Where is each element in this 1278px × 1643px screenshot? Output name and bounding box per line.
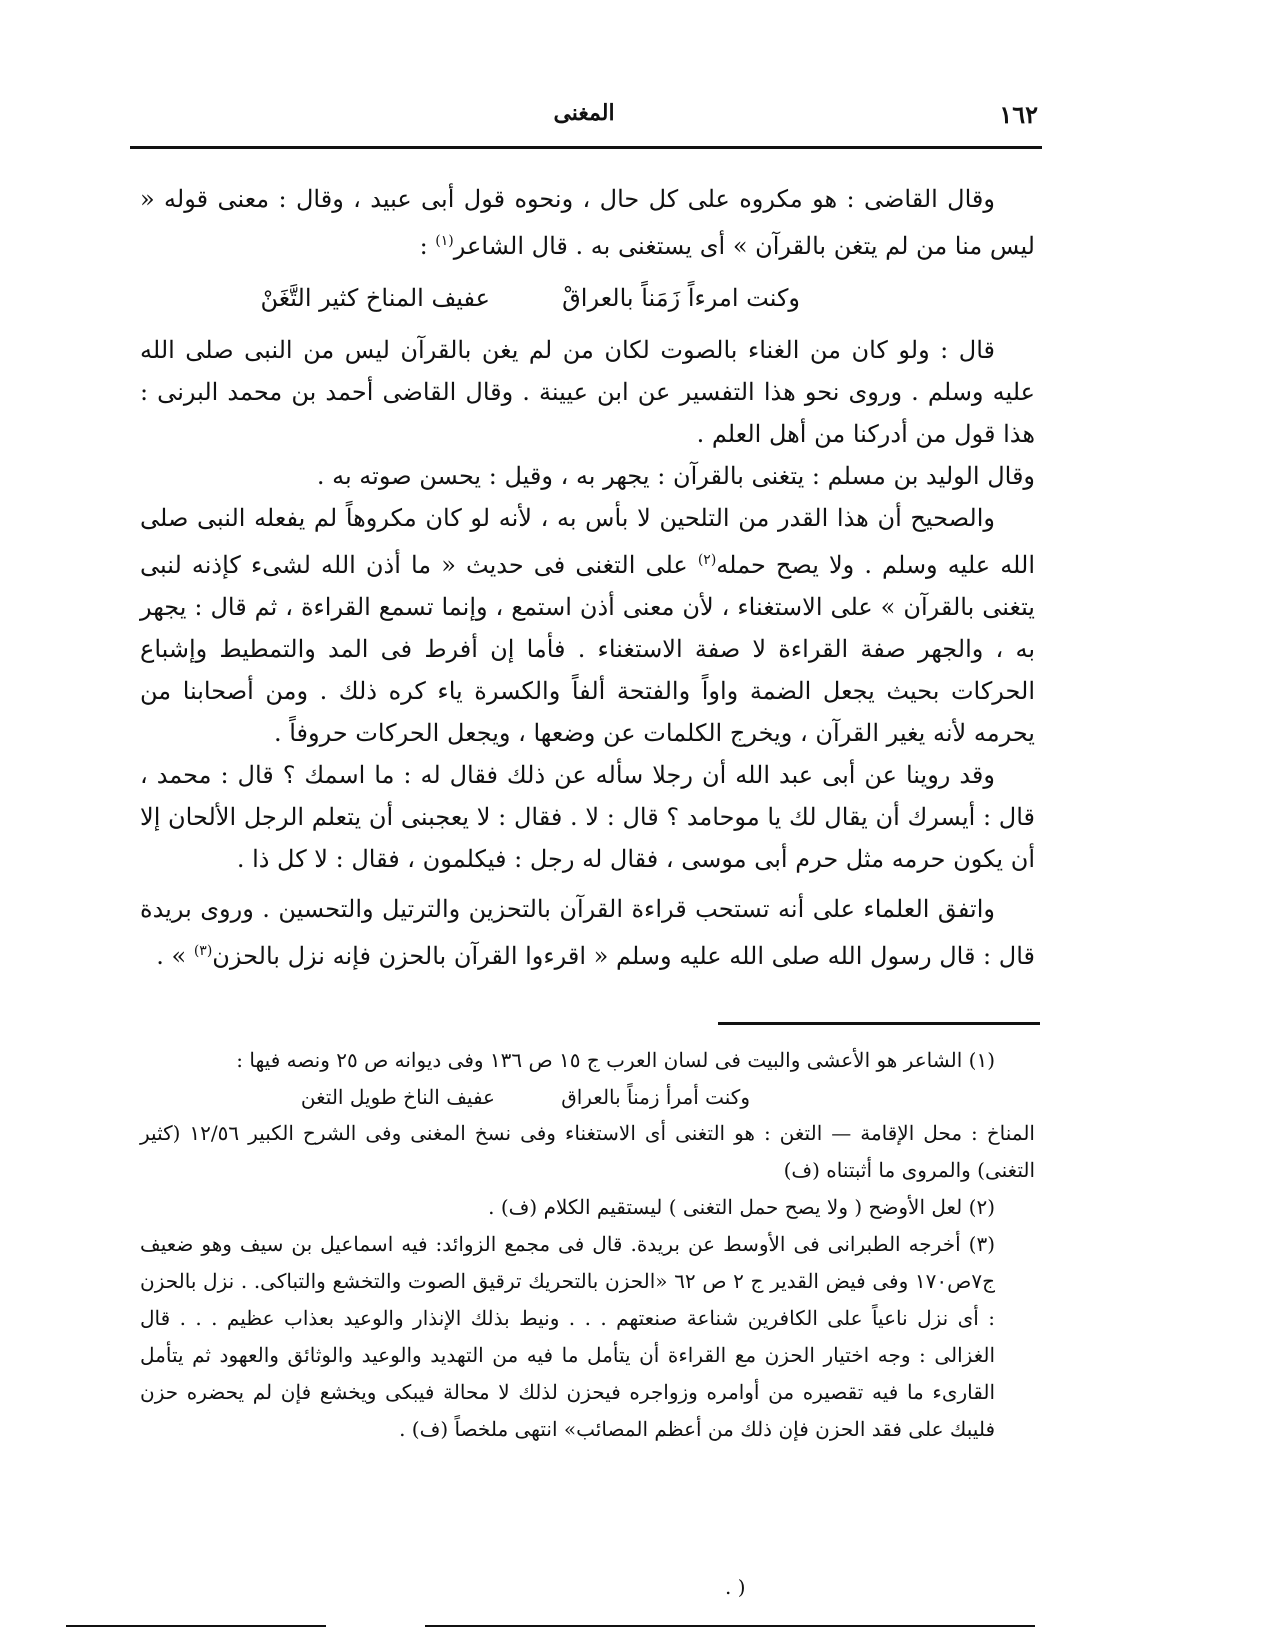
footnote-verse-hemistich-2: عفيف الناخ طويل التغن — [300, 1085, 495, 1109]
poetry-verse — [140, 267, 1035, 329]
page-header — [130, 100, 1038, 140]
paragraph: وقال القاضى : هو مكروه على كل حال ، ونحوه قول أبى عبيد ، وقال : معنى قوله « ليس منا من لم يتغن بالقرآن » أى يستغنى به . قال الشاعر$^{(١)}$ : — [140, 185, 1035, 260]
running-title: المغنى — [553, 100, 615, 126]
main-text — [140, 178, 1035, 977]
paragraph: وقد روينا عن أبى عبد الله أن رجلا سأله عن ذلك فقال له : ما اسمك ؟ قال : محمد ، قال : أيسرك أن يقال لك يا موحامد ؟ قال : لا . فقال : لا يعجبنى أن يتعلم الرجل الألحان إلا أن يكون حرمه مثل حرم أبى موسى ، فقال له رجل : فيكلمون ، فقال : لا كل ذا . — [140, 761, 1035, 873]
header-rule — [130, 146, 1042, 149]
footnote-1-gloss: المناخ : محل الإقامة — التغن : هو التغنى أى الاستغناء وفى نسخ المغنى وفى الشرح الكبير ١٢/٥٦ (كثير التغنى) والمروى ما أثبتناه (ف) — [140, 1121, 1035, 1182]
footnotes — [140, 1042, 1035, 1448]
bottom-rule-left — [66, 1625, 326, 1627]
page-number: ١٦٢ — [999, 100, 1038, 129]
bottom-rule-right — [425, 1625, 1035, 1627]
paragraph: وقال الوليد بن مسلم : يتغنى بالقرآن : يجهر به ، وقيل : يحسن صوته به . — [316, 462, 1035, 490]
footnote-rule — [718, 1022, 1040, 1025]
footnote-2: (٢) لعل الأوضح ( ولا يصح حمل التغنى ) ليستقيم الكلام (ف) . — [488, 1195, 995, 1219]
paragraph: قال : ولو كان من الغناء بالصوت لكان من لم يغن بالقرآن ليس من النبى صلى الله عليه وسلم . وروى نحو هذا التفسير عن ابن عيينة . وقال القاضى أحمد بن محمد البرنى : هذا قول من أدركنا من أهل العلم . — [140, 336, 1035, 448]
signature-mark: ( . — [725, 1575, 746, 1599]
verse-hemistich-2: عفيف المناخ كثير التَّغَنْ — [260, 284, 490, 312]
footnote-ref: (١) — [435, 233, 454, 249]
footnote-3: (٣) أخرجه الطبرانى فى الأوسط عن بريدة. قال فى مجمع الزوائد: فيه اسماعيل بن سيف وهو ضعيف ج٧ص١٧٠ وفى فيض القدير ج ٢ ص ٦٢ «الحزن بالتحريك ترقيق الصوت والتخشع والتباكى. . نزل بالحزن : أى نزل ناعياً على الكافرين شناعة صنعتهم . . . ونيط بذلك الإنذار والوعيد بعذاب عظيم . . . قال الغزالى : وجه اختيار الحزن مع القراءة أن يتأمل ما فيه من التهديد والوعيد والوثائق والعهود ثم يتأمل القارىء ما فيه تقصيره من أوامره وزواجره فيحزن لذلك لا محالة فيبكى ويخشع فإن لم يحضره حزن فليبك على فقد الحزن فإن ذلك من أعظم المصائب» انتهى ملخصاً (ف) . — [140, 1232, 996, 1441]
footnote-verse — [140, 1079, 1035, 1115]
paragraph: والصحيح أن هذا القدر من التلحين لا بأس به ، لأنه لو كان مكروهاً لم يفعله النبى صلى الله عليه وسلم . ولا يصح حمله$^{(٢)}$ على التغنى فى حديث « ما أذن الله لشىء كإذنه لنبى يتغنى بالقرآن » على الاستغناء ، لأن معنى أذن استمع ، وإنما تسمع القراءة ، ثم قال : يجهر به ، والجهر صفة القراءة لا صفة الاستغناء . فأما إن أفرط فى المد والتمطيط وإشباع الحركات بحيث يجعل الضمة واواً والفتحة ألفاً والكسرة ياء كره ذلك . ومن أصحابنا من يحرمه لأنه يغير القرآن ، ويخرج الكلمات عن وضعها ، ويجعل الحركات حروفاً . — [140, 504, 1036, 747]
footnote-1: (١) الشاعر هو الأعشى والبيت فى لسان العرب ج ١٥ ص ١٣٦ وفى ديوانه ص ٢٥ ونصه فيها : — [236, 1048, 995, 1072]
footnote-ref: (٣) — [193, 943, 213, 959]
paragraph: واتفق العلماء على أنه تستحب قراءة القرآن بالتحزين والترتيل والتحسين . وروى بريدة قال : قال رسول الله صلى الله عليه وسلم « اقرءوا القرآن بالحزن فإنه نزل بالحزن$^{(٣)}$ » . — [140, 895, 1035, 970]
footnote-ref: (٢) — [697, 552, 717, 568]
verse-hemistich-1: وكنت امرءاً زَمَناً بالعراقْ — [562, 284, 800, 312]
footnote-verse-hemistich-1: وكنت أمرأ زمناً بالعراق — [561, 1085, 750, 1109]
